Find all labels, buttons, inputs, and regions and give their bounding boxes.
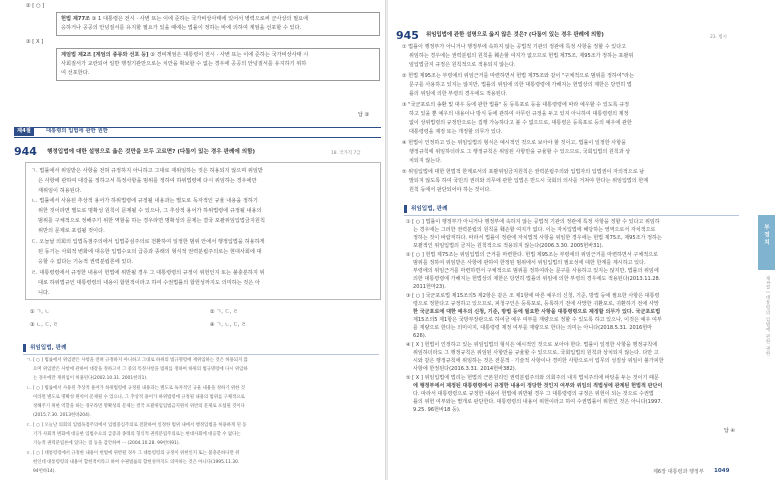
footer-chapter: 제6장 대통령과 행정부 [653,469,704,475]
statement-line: ③ "국군포로의 송환 및 대우 등에 관한 법률" 등 등록포로 등을 대통령령에 따라 예우할 수 있도록 규정 [402,102,630,108]
explanation-marker [23,344,26,352]
explanation-line: ㄷ. [ ○ ] 오늘날 의회의 입법독점주의에서 입법중심주의로 전환하여 일정한 범위 내에서 행정입법을 허용하게 된 동 [26,423,247,428]
statement-line: 재위임이 허용된다. [38,188,82,194]
explanation-line: 헌인데 대통령령의 내용이 합헌적이라고 하여 수권법률의 합헌성까지도 의미하는 것은 아니다(1995.11.30. [33,460,240,465]
statement-line: 된 동기는 사회적 변화에 대응한 입법수요의 급증과 종래의 형식적 권력분립주의로는 현대사회에 대 [38,249,262,255]
statement-line: 치되지 않는다. [409,158,442,164]
statement-line: ㄷ. 오늘날 의회의 입법독점주의에서 입법중심주의로 전환하여 일정한 범위 안에서 행정입법을 허용하게 [31,239,265,245]
explanation-line: 를 재량으로 한다는 의미이지, 대통령령 제정 여부를 재량으로 한다는 의미는 아니다(2018.5.31. 2016헌마 [413,325,653,331]
chapter-side-tab-label: 부 정 치 [763,224,769,245]
explanation-line: 령으로 정한다고 규정하고 있으므로, 피청구인은 등록포로, 등록하기 전에 사망한 귀환포로, 귀환하기 전에 사망 [413,301,659,307]
explanation-line: 기가 사회적 변화에 대응한 입법수요의 급증과 종래의 형식적 권력분립주의로는 현대사회에 대응할 수 없다는 [33,432,241,437]
statement-line: 위임하는 경우에는 권력분립의 원칙을 훼손할 여지가 없으므로 헌법 제75조, 제95조가 정하는 포괄위 [409,53,634,59]
explanation-line: 9.25. 96헌바18 등). [413,407,461,413]
answer-mark: 답 ③ [358,112,370,118]
explanation-line: 부령에의 위임근거를 마련하면서 구체적으로 범위를 정하여라는 문구를 사용하고 있지는 않지만, 법률의 위임에 [413,268,659,274]
option-4[interactable]: ④ ㄱ, ㄴ, ㄷ, ㄹ [210,322,247,328]
law-quote-text: 여 선포한다. [61,70,90,76]
statement-line: 행정규칙에 위임하더라도 그 행정규칙은 위임된 사항만을 규율할 수 있으므로, 국회입법의 원칙과 상 [409,149,631,155]
explanation-line: ① [ ○ ] 법률이 행정부가 아니거나 행정부에 속하지 않는 공법적 기관의 정관에 특정 사항을 정할 수 있다고 위임하 [406,219,660,225]
statement-line: ② 헌법 제95조는 부령에의 위임근거를 마련하면서 헌법 제75조와 같이 "구체적으로 범위를 정하여"라는 [402,73,634,79]
question-number: 945 [396,29,419,42]
explanation-line: ㄱ. [ ○ ] 법률에서 위임받은 사항을 전혀 규정하지 아니하고 그대로 하위의 법규명령에 재위임하는 것은 허용되지 않 [26,358,248,363]
statement-line: 발되지 않도록 하여 국민의 권리와 의무에 관한 입법은 반드시 국회의 의사를 거쳐야 한다는 위임입법의 한계 [409,178,649,184]
question-source: 18. 국가직 7급 [331,151,361,156]
law-quote-label: 계엄법 제2조 [계엄의 종류와 선포 등] [61,52,149,58]
side-running-head: 제4절 | 대통령의 입법에 관한 권한 [765,276,770,357]
right-page [388,0,775,480]
explanation-line: 포괄적인 위임입법의 금지는 원칙적으로 적용되지 않는다(2006.3.30. 2005헌바31). [413,243,604,249]
explanation-line: 범위를 정하여 위임받은 사항에 관하여 한정된 범위에서 위임입법의 필요성에 대한 한계를 제시하고 있다. [413,260,646,266]
statement-line: ⑤ 위임입법에 대한 헌법적 한계로서의 포괄위임금지원칙은 권력분립주의와 입법자의 입법권이 자의적으로 남 [402,169,645,175]
explanation-line: 626). [413,333,427,339]
statement-line: 없이 상위법령의 규정만으로는 집행 가능하다고 볼 수 없으므로, 대통령은 등록포로 등의 예우에 관한 [409,120,632,126]
statement-line: 원칙 등에서 판단되어야 하는 것이다. [409,187,491,193]
explanation-title: 위임입법, 판례 [411,206,448,212]
statement-line: 위한 것이라면 별도로 명확성 원칙이 문제될 수 있으나, 그 추상적 용어가 하위법령에 규정될 내용의 [38,208,262,214]
explanation-line: 는 경우에만 재위임이 허용된다(2002.10.31. 2001헌라1). [33,376,148,381]
explanation-title: 위임입법, 판례 [30,345,67,351]
option-3[interactable]: ③ ㄴ, ㄷ, ㄹ [30,322,58,328]
choice-2-mark: ② [ ○ ] [26,3,45,9]
statement-line: 니다. [38,290,50,296]
left-page [0,0,385,480]
question-source: 23. 법시 [710,35,727,40]
divider [404,215,739,216]
statement-line: 문구를 사용하고 있지는 않지만, 법률의 위임에 의한 대통령령에 가해지는 헌법상의 제한은 당연히 법 [409,82,632,88]
question-text: 행정입법에 대한 설명으로 옳은 것만을 모두 고르면? (다툼이 있는 경우 판례에 의함) [47,149,256,155]
explanation-line: 정해주기 위한 역할을 하는 경우라면 명확성의 문제는 결국 포괄위임입법금지원칙 위반의 문제로 포섭될 것이다 [33,404,245,409]
explanation-line: 정하는 것이 바람직하다. 따라서 법률이 정관에 자치법적 사항을 위임한 경우에는 헌법 제75조, 제95조가 정하는 [413,235,662,241]
law-quote-label: 헌법 제77조 [61,16,91,22]
explanation-line: (2015.7.30. 2013헌바204). [33,413,91,418]
statement-box [25,162,381,300]
explanation-line: 기능적 권력분립론에 있다는 점 등을 감안하여 ··· (2004.10.28. 99헌바91). [33,441,180,446]
page-number: 1049 [714,468,730,474]
law-quote-box-1 [56,12,380,36]
divider [23,354,379,355]
explanation-line: ② [ ○ ] 헌법 제75조는 위임입법의 근거를 마련한다. 헌법 제95조는 부령에의 위임근거를 마련하면서 구체적으로 [406,252,658,258]
option-1[interactable]: ① ㄱ, ㄴ [30,309,50,315]
explanation-line: 의한 대통령령에 가해지는 헌법상의 제한은 당연히 법률의 위임에 의한 부령의 경우에도 적용된다(2013.11.28. [413,276,661,282]
statement-line: 응할 수 없다는 기능적 권력분립론에 있다. [38,259,134,265]
statement-line: 대로 하위법규인 대통령령의 내용이 합헌적이라고 하여 수권법률의 합헌성까지도 의미하는 것은 아 [38,280,260,286]
law-quote-text: ③ 경비계엄은 대통령이 전시 · 사변 또는 이에 준하는 국가비상사태 시 [150,52,309,58]
statement-line: ㄱ. 법률에서 위임받은 사항을 전혀 규정하지 아니하고 그대로 재위임하는 것은 허용되지 않으며 위임받 [31,168,263,174]
section-title: 대통령의 입법에 관한 권한 [46,128,108,134]
statement-line: 은 사항에 관하여 대강을 정하고서 특정사항을 범위를 정하여 하위법령에 다시 위임하는 경우에만 [38,178,257,184]
option-2[interactable]: ② ㄱ, ㄷ, ㄹ [210,309,238,315]
explanation-marker [404,205,407,213]
statement-line: ㄹ. 대통령령에서 규정한 내용이 헌법에 위반될 경우 그 대통령령의 규정이 위헌인지 또는 불충분하지 위 [31,270,265,276]
statement-line: ㄴ. 법률에서 사용된 추상적 용어가 하위법령에 규정될 내용과는 별도로 독자적인 규율 내용을 정하기 [31,198,258,204]
explanation-line: 률의 위헌 여부와는 별개로 판단한다. 대통령령의 내용이 위헌이라고 하여 수권법률이 위헌인 것은 아니다(1997. [413,399,663,405]
explanation-line: 이라면 별도로 명확성 원칙이 문제될 수 있으나, 그 추상적 용어가 하위법령에 규정될 내용의 범위를 구체적으로 [33,395,245,400]
explanation-line: 94헌바14). [33,469,56,474]
statement-line: ④ 헌법이 인정하고 있는 위임입법의 형식은 예시적인 것으로 보아야 할 것이고, 법률이 일정한 사항을 [402,140,627,146]
law-quote-text: ③ 1 대통령은 전시 · 사변 또는 이에 준하는 국가비상사태에 있어서 병력으로써 군사상의 필요에 [91,16,309,22]
explanation-line: 다. 따라서 대통령령으로 규정한 내용이 헌법에 위반될 경우 그 대통령령의 규정은 위헌이 되는 것으로 수권법 [413,391,654,397]
explanation-line: ㄴ. [ ○ ] 법률에서 사용된 추상적 용어가 하위법령에 규정될 내용과는 별도로 독자적인 규율 내용을 정하기 위한 것 [26,386,246,391]
statement-line: 범위를 구체적으로 정해주기 위한 역할을 하는 경우라면 명확성의 문제는 결국 포괄위임입법금지원칙 [38,218,265,224]
statement-line: 위반의 문제로 포섭될 것이다. [38,228,105,234]
law-quote-text: 사회질서가 교란되어 일반 행정기관만으로는 치안을 확보할 수 없는 경우에 공공의 안녕질서를 유지하기 위하 [61,61,307,67]
choice-3-mark: ③ [ X ] [26,39,44,45]
explanation-line: 제15조의5 제1항은 국방부장관으로 하여금 예우 여부를 재량으로 정할 수 있도록 하고 있으나, 이것은 예우 여부 [413,317,662,323]
explanation-line: 으며 위임받은 사항에 관하여 대강을 정하고서 그 중의 특정사항을 범위를 정하여 하위의 법규명령에 다시 위임하 [33,367,248,372]
explanation-line: ⑤ [ X ] 위임입법에 법리는 헌법의 근본원리인 권력분립주의와 의회주의 내지 법치주의에 바탕을 두는 것이기 때문 [406,375,659,381]
explanation-line: ③ [ ○ ] 국군포로법 제15조의5 제2항은 같은 조 제1항에 따른 예우의 신청, 기준, 방법 등에 필요한 사항은 대통령 [406,293,660,299]
explanation-line: ④ [ X ] 헌법이 인정하고 있는 위임입법의 형식은 예시적인 것으로 보아야 한다. 법률이 일정한 사항을 행정규칙에 [406,342,658,348]
question-text: 위임입법에 관한 설명으로 옳지 않은 것은? (다툼이 있는 경우 판례에 의함) [426,32,604,38]
law-quote-text: 응하거나 공공의 안녕질서를 유지할 필요가 있을 때에는 법률이 정하는 바에 의하여 계엄을 선포할 수 있다. [61,25,302,31]
explanation-line: 사항에 한정된다(2016.3.31. 2014헌바382). [413,366,517,372]
statement-line: ① 법률이 행정부가 아니거나 행정부에 속하지 않는 공법적 기관의 정관에 특정 사항을 정할 수 있다고 [402,44,627,50]
statement-line: 하고 있을 뿐 예우의 내용이나 방식 등에 관하여 아무런 규정을 두고 있지 아니하여 대통령령의 제정 [409,111,629,117]
statement-line: 대통령령을 제정 또는 개정할 의무가 있다. [409,129,503,135]
explanation-line: 2011헌마23). [413,284,446,290]
question-number: 944 [14,145,37,158]
law-quote-box-2 [56,48,380,81]
explanation-line: 는 경우에는 그러한 권력분립의 원칙을 훼손할 여지가 없다. 이는 자치입법에 해당하는 영역으로서 자치적으로 [413,227,656,233]
statement-line: 률의 위임에 의한 부령의 경우에도 적용된다. [409,91,508,97]
explanation-line: ㄹ. [ ○ ] 대통령령에서 규정한 내용이 헌법에 위반될 경우 그 대통령령의 규정이 위헌인지 또는 불충분하다면 위 [26,451,240,456]
explanation-line: 시와 같은 행정규칙에 위임하는 것은 전문적 · 기술적 사항이나 경미한 사항으로서 업무의 성질상 위임이 불가피한 [413,358,664,364]
answer-mark: 답 ④ [724,428,736,434]
explanation-line: 위임하더라도 그 행정규칙은 위임된 사항만을 규율할 수 있으므로, 국회입법의 원칙과 상치되지 않는다. 다만 고 [413,350,659,356]
section-tag: 제4절 [14,127,34,136]
explanation-line: 한 국군포로에 대한 예우의 신청, 기준, 방법 등에 필요한 사항을 대통령령으로 제정할 의무가 있다. 국군포로법 [413,309,661,315]
explanation-line: 에 행정부에서 제정된 대통령령에서 규정한 내용이 정당한 것인지 여부와 위임의 적법성에 관계된 헌법적 판단이 [413,383,663,389]
statement-line: 임입법금지 규정은 원칙적으로 적용되지 않는다. [409,62,516,68]
